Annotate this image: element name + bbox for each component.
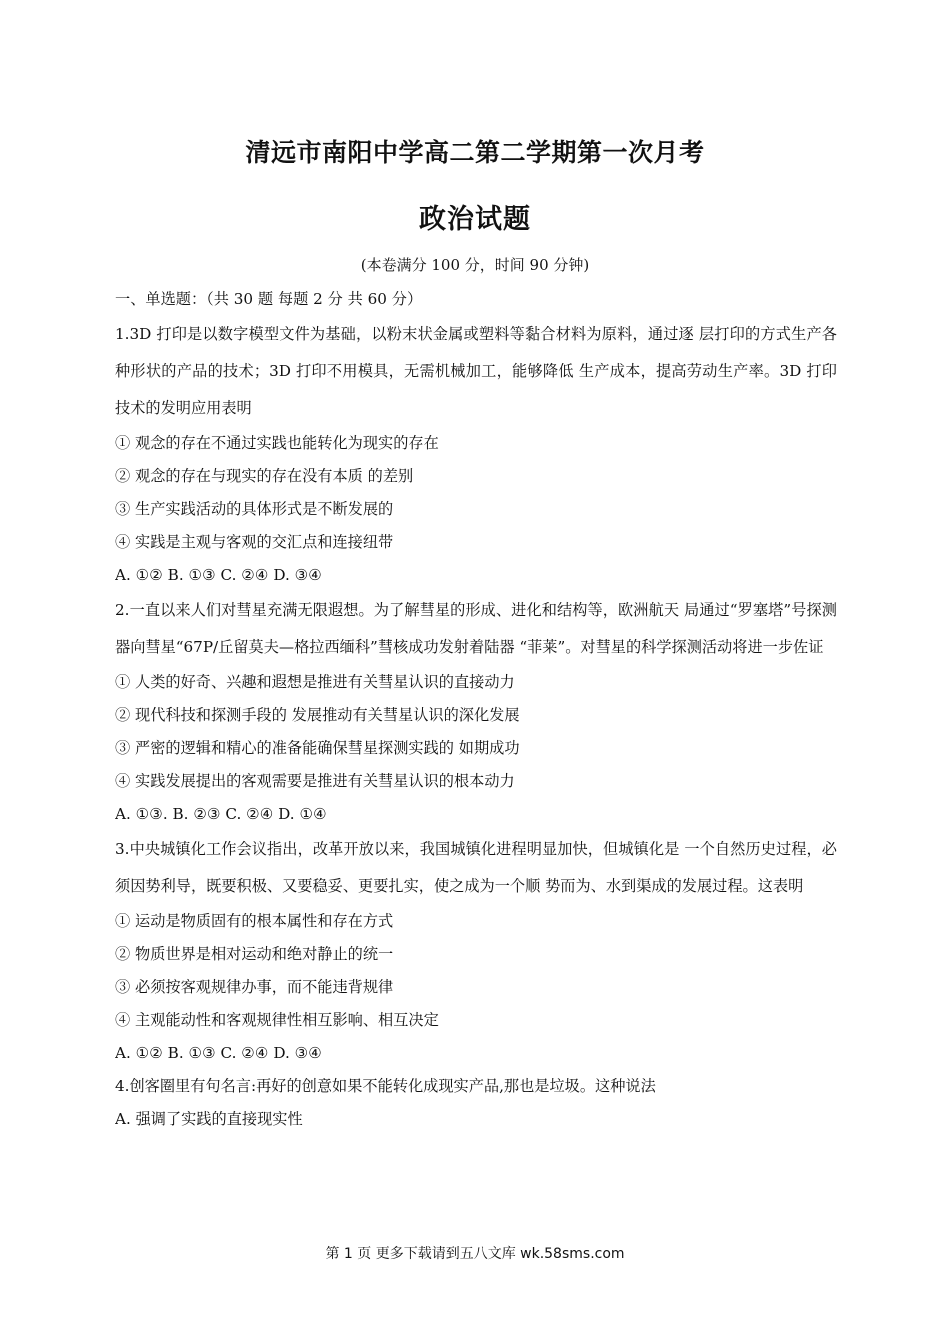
section-heading: 一、单选题：（共 30 题 每题 2 分 共 60 分）	[115, 290, 423, 308]
question-option: ② 物质世界是相对运动和绝对静止的统一	[115, 945, 394, 963]
question-option: ② 观念的存在与现实的存在没有本质 的差别	[115, 467, 414, 485]
question-option: ① 运动是物质固有的根本属性和存在方式	[115, 912, 394, 930]
question-stem: 3.中央城镇化工作会议指出，改革开放以来，我国城镇化进程明显加快，但城镇化是 一个自然历史过程，必须因势利导，既要积极、又要稳妥、更要扎实，使之成为一个顺 势而为、水到渠成的发展过程。这表明	[115, 840, 837, 895]
subject-title: 政治试题	[419, 204, 531, 235]
question-stem: 2.一直以来人们对彗星充满无限遐想。为了解彗星的形成、进化和结构等，欧洲航天 局通过“罗塞塔”号探测器向彗星“67P/丘留莫夫—格拉西缅科”彗核成功发射着陆器 “菲莱”。对彗星的科学探测活动将进一步佐证	[115, 601, 837, 656]
answer-choices: A. ①③. B. ②③ C. ②④ D. ①④	[115, 805, 327, 823]
question-option: ① 人类的好奇、兴趣和遐想是推进有关彗星认识的直接动力	[115, 673, 515, 691]
question-option: ④ 实践是主观与客观的交汇点和连接纽带	[115, 533, 394, 551]
question-option: ③ 严密的逻辑和精心的准备能确保彗星探测实践的 如期成功	[115, 739, 520, 757]
question-option: ④ 主观能动性和客观规律性相互影响、相互决定	[115, 1011, 439, 1029]
question-option: ① 观念的存在不通过实践也能转化为现实的存在	[115, 434, 439, 452]
question-option: ② 现代科技和探测手段的 发展推动有关彗星认识的深化发展	[115, 706, 520, 724]
question-option: ④ 实践发展提出的客观需要是推进有关彗星认识的根本动力	[115, 772, 515, 790]
exam-title: 清远市南阳中学高二第二学期第一次月考	[245, 138, 705, 167]
answer-choices: A. ①② B. ①③ C. ②④ D. ③④	[115, 566, 322, 584]
page-footer: 第 1 页 更多下载请到五八文库 wk.58sms.com	[325, 1246, 625, 1262]
question-stem: 4.创客圈里有句名言:再好的创意如果不能转化成现实产品,那也是垃圾。这种说法	[115, 1077, 656, 1095]
answer-choices: A. ①② B. ①③ C. ②④ D. ③④	[115, 1044, 322, 1062]
question-stem: 1.3D 打印是以数字模型文件为基础，以粉末状金属或塑料等黏合材料为原料，通过逐 层打印的方式生产各种形状的产品的技术；3D 打印不用模具，无需机械加工，能够降低 生产成本，提高劳动生产率。3D 打印技术的发明应用表明	[115, 325, 837, 417]
question-option: A. 强调了实践的直接现实性	[115, 1110, 303, 1128]
exam-body	[115, 283, 837, 1136]
question-option: ③ 生产实践活动的具体形式是不断发展的	[115, 500, 394, 518]
question-option: ③ 必须按客观规律办事，而不能违背规律	[115, 978, 394, 996]
exam-info: (本卷满分 100 分，时间 90 分钟)	[360, 256, 590, 274]
